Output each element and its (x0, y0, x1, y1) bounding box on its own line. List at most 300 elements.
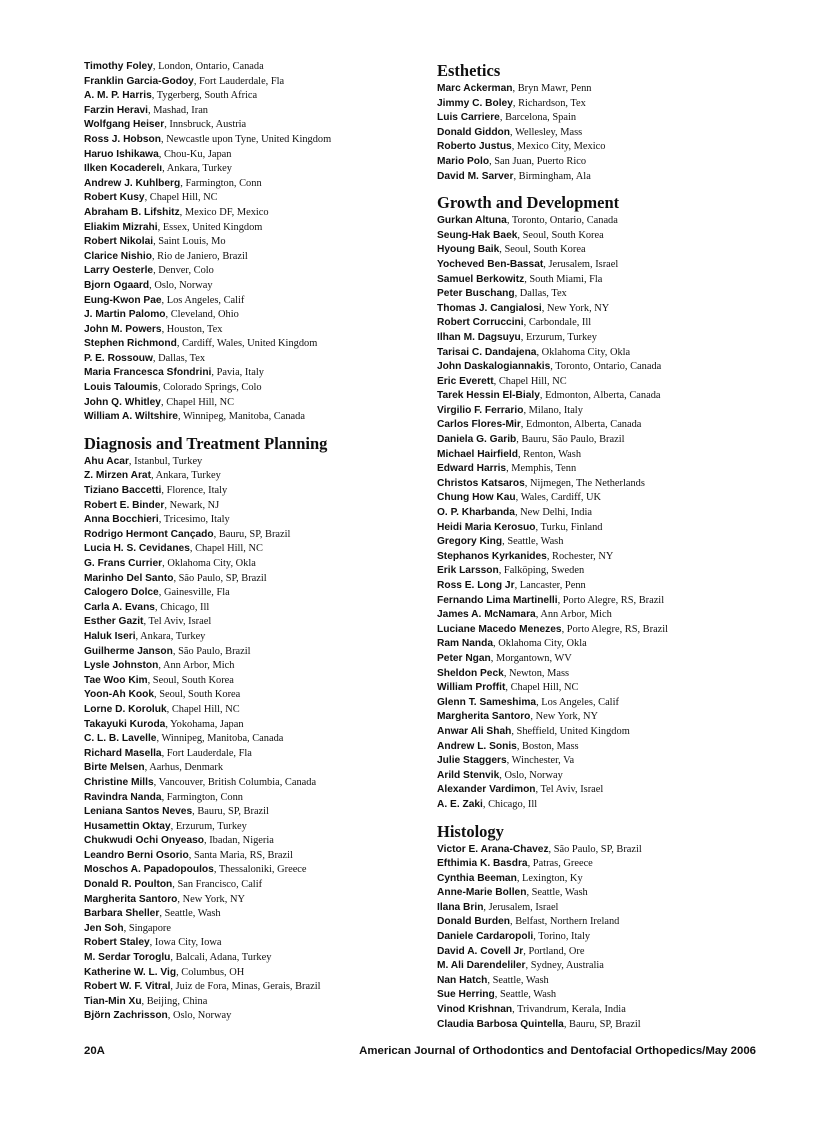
reviewer-name: Cynthia Beeman (437, 872, 517, 884)
reviewer-entry: Rodrigo Hermont Cançado, Bauru, SP, Brazil (84, 528, 291, 540)
reviewer-location: Farmington, Conn (166, 791, 243, 803)
reviewer-name: Margherita Santoro (84, 893, 178, 905)
reviewer-entry: Katherine W. L. Vig, Columbus, OH (84, 966, 245, 978)
reviewer-entry: Robert E. Binder, Newark, NJ (84, 499, 220, 511)
reviewer-location: Tel Aviv, Israel (148, 616, 212, 628)
reviewer-entry: Tiziano Baccetti, Florence, Italy (84, 485, 228, 497)
reviewer-name: Claudia Barbosa Quintella (437, 1018, 564, 1030)
reviewer-location: Singapore (128, 922, 171, 934)
reviewer-name: Eric Everett (437, 375, 494, 387)
reviewer-name: Donald Burden (437, 916, 511, 928)
reviewer-location: Ann Arbor, Mich (162, 660, 235, 672)
reviewer-entry: David M. Sarver, Birmingham, Ala (437, 170, 591, 182)
reviewer-name: Haruo Ishikawa (84, 148, 159, 160)
reviewer-entry: Z. Mirzen Arat, Ankara, Turkey (84, 470, 221, 482)
reviewer-location: Chapel Hill, NC (149, 192, 218, 204)
reviewer-location: Los Angeles, Calif (541, 696, 619, 708)
reviewer-entry: Jen Soh, Singapore (84, 922, 171, 934)
reviewer-location: Seoul, South Korea (504, 244, 586, 256)
reviewer-location: Newton, Mass (509, 667, 570, 679)
reviewer-location: Belfast, Northern Ireland (515, 916, 620, 928)
reviewer-entry: Donald Burden, Belfast, Northern Ireland (437, 916, 620, 928)
reviewer-name: Marc Ackerman (437, 83, 513, 94)
reviewer-name: Peter Ngan (437, 652, 491, 664)
reviewer-name: Katherine W. L. Vig (84, 966, 177, 978)
reviewer-name: Abraham B. Lifshitz (84, 206, 180, 218)
reviewer-location: San Francisco, Calif (177, 879, 263, 891)
reviewer-location: Renton, Wash (523, 448, 582, 460)
reviewer-location: Wellesley, Mass (515, 126, 583, 138)
reviewer-entry: Peter Buschang, Dallas, Tex (437, 288, 567, 300)
reviewer-name: Birte Melsen (84, 762, 145, 774)
reviewer-entry: Victor E. Arana-Chavez, São Paulo, SP, Brazil (437, 843, 642, 855)
reviewer-name: Gurkan Altuna (437, 215, 507, 227)
reviewer-name: Sue Herring (437, 989, 495, 1001)
reviewer-location: Turku, Finland (540, 521, 603, 533)
reviewer-entry: Gurkan Altuna, Toronto, Ontario, Canada (437, 215, 618, 227)
reviewer-location: Sydney, Australia (530, 960, 604, 972)
reviewer-name: Tian-Min Xu (84, 995, 142, 1007)
reviewer-name: John Daskalogiannakis (437, 361, 551, 373)
reviewer-entry: Vinod Krishnan, Trivandrum, Kerala, India (437, 1004, 626, 1016)
reviewer-entry: Tae Woo Kim, Seoul, South Korea (84, 674, 234, 686)
reviewer-location: Los Angeles, Calif (166, 294, 245, 306)
reviewer-location: Birmingham, Ala (518, 170, 591, 182)
reviewer-location: Oslo, Norway (172, 1010, 232, 1022)
reviewer-name: Carla A. Evans (84, 601, 155, 613)
reviewer-entry: Leniana Santos Neves, Bauru, SP, Brazil (84, 806, 269, 818)
reviewer-location: Chapel Hill, NC (166, 396, 235, 408)
reviewer-entry: Larry Oesterle, Denver, Colo (84, 265, 214, 277)
reviewer-entry: Birte Melsen, Aarhus, Denmark (84, 762, 224, 774)
reviewer-location: Juiz de Fora, Minas, Gerais, Brazil (175, 981, 321, 993)
reviewer-name: Husamettin Oktay (84, 820, 171, 832)
reviewer-entry: Esther Gazit, Tel Aviv, Israel (84, 616, 212, 628)
reviewer-location: Winchester, Va (511, 755, 575, 767)
reviewer-entry: Bjorn Ogaard, Oslo, Norway (84, 279, 213, 291)
reviewer-entry: Maria Francesca Sfondrini, Pavia, Italy (84, 367, 264, 379)
reviewer-location: Essex, United Kingdom (162, 221, 263, 233)
reviewer-name: Richard Masella (84, 747, 162, 759)
reviewer-location: Iowa City, Iowa (154, 937, 222, 949)
reviewer-list-continued (84, 60, 429, 425)
reviewer-name: Stephen Richmond (84, 338, 177, 350)
reviewer-location: London, Ontario, Canada (158, 61, 264, 72)
reviewer-name: John M. Powers (84, 323, 162, 335)
reviewer-name: Anna Bocchieri (84, 514, 159, 526)
reviewer-name: Barbara Sheller (84, 908, 160, 920)
reviewer-entry: Gregory King, Seattle, Wash (437, 536, 564, 548)
reviewer-location: Denver, Colo (158, 265, 214, 277)
reviewer-location: São Paulo, SP, Brazil (178, 572, 267, 584)
reviewer-location: Vancouver, British Columbia, Canada (158, 776, 317, 788)
reviewer-name: Virgilio F. Ferrario (437, 404, 524, 416)
reviewer-location: New York, NY (535, 711, 598, 723)
reviewer-entry: Carlos Flores-Mir, Edmonton, Alberta, Canada (437, 419, 642, 431)
reviewer-name: Yoon-Ah Kook (84, 689, 154, 701)
reviewer-name: G. Frans Currier (84, 558, 163, 569)
reviewer-name: Andrew J. Kuhlberg (84, 177, 181, 189)
reviewer-location: Portland, Ore (528, 945, 585, 957)
reviewer-name: Tarek Hessin El-Bialy (437, 390, 540, 402)
reviewer-entry: Donald R. Poulton, San Francisco, Calif (84, 879, 263, 891)
reviewer-list-growth (437, 214, 757, 812)
reviewer-name: P. E. Rossouw (84, 352, 153, 364)
reviewer-location: Boston, Mass (522, 740, 579, 752)
reviewer-location: Falköping, Sweden (503, 565, 585, 577)
reviewer-entry: Robert Corruccini, Carbondale, Ill (437, 317, 592, 329)
reviewer-location: Jerusalem, Israel (548, 258, 619, 270)
reviewer-location: Innsbruck, Austria (169, 119, 247, 131)
reviewer-name: Mario Polo (437, 155, 490, 167)
reviewer-entry: Nan Hatch, Seattle, Wash (437, 974, 549, 986)
reviewer-entry: Husamettin Oktay, Erzurum, Turkey (84, 820, 247, 832)
reviewer-entry: C. L. B. Lavelle, Winnipeg, Manitoba, Canada (84, 733, 284, 745)
reviewer-name: Calogero Dolce (84, 587, 159, 599)
reviewer-location: Seattle, Wash (164, 908, 221, 920)
reviewer-entry: Margherita Santoro, New York, NY (84, 893, 245, 905)
reviewer-entry: Eliakim Mizrahi, Essex, United Kingdom (84, 221, 263, 233)
reviewer-entry: Thomas J. Cangialosi, New York, NY (437, 302, 610, 314)
reviewer-entry: Andrew L. Sonis, Boston, Mass (437, 740, 579, 752)
section-heading-growth: Growth and Development (437, 193, 620, 213)
reviewer-entry: Moschos A. Papadopoulos, Thessaloniki, Greece (84, 864, 307, 876)
reviewer-entry: Eric Everett, Chapel Hill, NC (437, 375, 567, 387)
reviewer-name: Edward Harris (437, 463, 507, 475)
reviewer-name: O. P. Kharbanda (437, 507, 515, 519)
reviewer-entry: Wolfgang Heiser, Innsbruck, Austria (84, 119, 247, 131)
reviewer-location: Chapel Hill, NC (498, 375, 567, 387)
reviewer-entry: Leandro Berni Osorio, Santa Maria, RS, Brazil (84, 849, 293, 861)
reviewer-name: Haluk Iseri (84, 630, 136, 642)
reviewer-name: Chung How Kau (437, 492, 516, 504)
reviewer-location: Chapel Hill, NC (171, 703, 240, 715)
reviewer-name: Margherita Santoro (437, 711, 531, 723)
reviewer-location: Saint Louis, Mo (158, 236, 226, 248)
reviewer-entry: Ram Nanda, Oklahoma City, Okla (437, 638, 587, 650)
reviewer-location: Rio de Janiero, Brazil (157, 250, 248, 262)
reviewer-entry: A. M. P. Harris, Tygerberg, South Africa (84, 90, 258, 102)
reviewer-entry: Margherita Santoro, New York, NY (437, 711, 598, 723)
reviewer-location: Trivandrum, Kerala, India (517, 1004, 626, 1016)
reviewer-location: Tygerberg, South Africa (156, 90, 258, 102)
reviewer-name: James A. McNamara (437, 609, 536, 621)
reviewer-location: Milano, Italy (528, 404, 583, 416)
reviewer-location: Dallas, Tex (519, 288, 567, 300)
reviewer-entry: Richard Masella, Fort Lauderdale, Fla (84, 747, 252, 759)
reviewer-name: Björn Zachrisson (84, 1010, 168, 1022)
reviewer-location: New York, NY (546, 302, 610, 314)
reviewer-name: Alexander Vardimon (437, 784, 536, 796)
reviewer-location: Carbondale, Ill (528, 317, 592, 329)
reviewer-name: Larry Oesterle (84, 265, 154, 277)
reviewer-location: Columbus, OH (181, 966, 245, 978)
section-heading-esthetics: Esthetics (437, 61, 501, 80)
reviewer-entry: Andrew J. Kuhlberg, Farmington, Conn (84, 177, 262, 189)
reviewer-entry: Yoon-Ah Kook, Seoul, South Korea (84, 689, 241, 701)
reviewer-entry: Carla A. Evans, Chicago, Ill (84, 601, 210, 613)
reviewer-location: Seoul, South Korea (152, 674, 234, 686)
reviewer-entry: Donald Giddon, Wellesley, Mass (437, 126, 583, 138)
reviewer-location: Ankara, Turkey (155, 470, 221, 482)
reviewer-entry: Seung-Hak Baek, Seoul, South Korea (437, 229, 604, 241)
reviewer-location: Mashad, Iran (153, 104, 209, 116)
section-heading-histology: Histology (437, 821, 504, 841)
reviewer-name: Glenn T. Sameshima (437, 696, 537, 708)
reviewer-location: Wales, Cardiff, UK (520, 492, 602, 504)
reviewer-entry: Roberto Justus, Mexico City, Mexico (437, 141, 606, 153)
reviewer-location: Richardson, Tex (518, 97, 586, 109)
reviewer-name: Hyoung Baik (437, 244, 500, 256)
reviewer-location: Oklahoma City, Okla (541, 346, 631, 358)
reviewer-location: Oklahoma City, Okla (167, 558, 256, 569)
reviewer-location: Oslo, Norway (154, 279, 213, 291)
reviewer-location: Mexico City, Mexico (516, 141, 606, 153)
reviewer-location: Cardiff, Wales, United Kingdom (182, 338, 318, 350)
reviewer-name: Maria Francesca Sfondrini (84, 367, 212, 379)
reviewer-location: Thessaloniki, Greece (218, 864, 307, 876)
reviewer-location: Memphis, Tenn (511, 463, 577, 475)
reviewer-name: Fernando Lima Martinelli (437, 594, 558, 606)
reviewer-name: Yocheved Ben-Bassat (437, 258, 544, 270)
reviewer-name: Leniana Santos Neves (84, 806, 193, 818)
reviewer-name: Tarisai C. Dandajena (437, 346, 537, 358)
reviewer-entry: Cynthia Beeman, Lexington, Ky (437, 872, 583, 884)
reviewer-name: John Q. Whitley (84, 396, 161, 408)
reviewer-location: Pavia, Italy (216, 367, 264, 379)
reviewer-list-histology (437, 843, 757, 1033)
reviewer-name: Marinho Del Santo (84, 572, 174, 584)
reviewer-name: Carlos Flores-Mir (437, 419, 521, 431)
reviewer-name: Roberto Justus (437, 141, 512, 153)
reviewer-name: Ilhan M. Dagsuyu (437, 331, 521, 343)
reviewer-location: Bauru, SP, Brazil (197, 806, 269, 818)
reviewer-entry: John Daskalogiannakis, Toronto, Ontario, Canada (437, 361, 662, 373)
reviewer-entry: P. E. Rossouw, Dallas, Tex (84, 352, 206, 364)
reviewer-location: Chou-Ku, Japan (163, 148, 232, 160)
reviewer-entry: Christine Mills, Vancouver, British Columbia, Canada (84, 776, 317, 788)
reviewer-entry: Marinho Del Santo, São Paulo, SP, Brazil (84, 572, 267, 584)
reviewer-entry: Fernando Lima Martinelli, Porto Alegre, RS, Brazil (437, 594, 665, 606)
reviewer-entry: John M. Powers, Houston, Tex (84, 323, 223, 335)
reviewer-name: Efthimia K. Basdra (437, 858, 528, 870)
reviewer-entry: Luciane Macedo Menezes, Porto Alegre, RS, Brazil (437, 623, 669, 635)
reviewer-location: Bryn Mawr, Penn (517, 83, 592, 94)
reviewer-location: São Paulo, Brazil (178, 645, 251, 657)
page-number: 20A (84, 1045, 105, 1057)
reviewer-entry: Christos Katsaros, Nijmegen, The Netherlands (437, 477, 645, 489)
reviewer-name: Ram Nanda (437, 638, 494, 650)
reviewer-location: Chicago, Ill (488, 798, 538, 810)
reviewer-name: Farzin Heravi (84, 104, 148, 116)
reviewer-name: Ilken Kocaderelı (84, 163, 163, 175)
reviewer-list-diagnosis (84, 455, 429, 1024)
reviewer-location: Jerusalem, Israel (488, 901, 559, 913)
reviewer-entry: Anna Bocchieri, Tricesimo, Italy (84, 514, 230, 526)
reviewer-location: Chicago, Ill (160, 601, 210, 613)
reviewer-name: Ahu Acar (84, 455, 129, 467)
reviewer-location: Porto Alegre, RS, Brazil (566, 623, 669, 635)
reviewer-entry: G. Frans Currier, Oklahoma City, Okla (84, 558, 256, 569)
reviewer-name: Louis Taloumis (84, 382, 158, 394)
reviewer-name: Timothy Foley (84, 61, 153, 72)
reviewer-name: Anwar Ali Shah (437, 725, 512, 737)
reviewer-location: Istanbul, Turkey (134, 455, 203, 467)
reviewer-entry: Daniele Cardaropoli, Torino, Italy (437, 931, 591, 943)
reviewer-name: Arild Stenvik (437, 769, 500, 781)
reviewer-name: Guilherme Janson (84, 645, 173, 657)
reviewer-entry: O. P. Kharbanda, New Delhi, India (437, 507, 592, 519)
reviewer-name: M. Serdar Toroglu (84, 952, 171, 964)
reviewer-name: Lysle Johnston (84, 660, 159, 672)
reviewer-location: San Juan, Puerto Rico (494, 155, 587, 167)
reviewer-entry: William A. Wiltshire, Winnipeg, Manitoba, Canada (84, 411, 305, 423)
reviewer-entry: Jimmy C. Boley, Richardson, Tex (437, 97, 586, 109)
reviewer-location: Tel Aviv, Israel (540, 784, 604, 796)
reviewer-location: Morgantown, WV (496, 652, 572, 664)
reviewer-location: Ankara, Turkey (140, 630, 206, 642)
reviewer-location: New Delhi, India (520, 507, 592, 519)
reviewer-entry: Farzin Heravi, Mashad, Iran (84, 104, 209, 116)
reviewer-location: New York, NY (182, 893, 245, 905)
right-column (437, 60, 757, 1032)
reviewer-name: Ross E. Long Jr (437, 580, 515, 591)
reviewer-name: Donald R. Poulton (84, 879, 173, 891)
reviewer-name: Esther Gazit (84, 616, 144, 628)
reviewer-entry: Stephen Richmond, Cardiff, Wales, United Kingdom (84, 338, 318, 350)
reviewer-location: Ann Arbor, Mich (540, 609, 612, 621)
reviewer-entry: Glenn T. Sameshima, Los Angeles, Calif (437, 696, 619, 708)
reviewer-location: Oslo, Norway (504, 769, 563, 781)
reviewer-list-esthetics (437, 82, 757, 184)
reviewer-location: South Miami, Fla (529, 273, 603, 285)
reviewer-name: Jen Soh (84, 922, 124, 934)
reviewer-location: Farmington, Conn (185, 177, 262, 189)
reviewer-name: Nan Hatch (437, 974, 488, 986)
reviewer-entry: John Q. Whitley, Chapel Hill, NC (84, 396, 235, 408)
reviewer-name: Christos Katsaros (437, 477, 525, 489)
reviewer-location: Seattle, Wash (499, 989, 557, 1001)
reviewer-location: Ankara, Turkey (166, 163, 232, 175)
reviewer-name: A. M. P. Harris (84, 90, 152, 102)
reviewer-location: Bauru, SP, Brazil (218, 528, 291, 540)
reviewer-location: Winnipeg, Manitoba, Canada (161, 733, 284, 745)
reviewer-name: Takayuki Kuroda (84, 718, 166, 730)
reviewer-name: Donald Giddon (437, 126, 510, 138)
reviewer-entry: Louis Taloumis, Colorado Springs, Colo (84, 382, 262, 394)
reviewer-entry: Abraham B. Lifshitz, Mexico DF, Mexico (84, 206, 269, 218)
reviewer-entry: Samuel Berkowitz, South Miami, Fla (437, 273, 603, 285)
reviewer-location: Newark, NJ (169, 499, 220, 511)
reviewer-name: Eung-Kwon Pae (84, 294, 162, 306)
reviewer-location: Santa Maria, RS, Brazil (193, 849, 293, 861)
reviewer-entry: Heidi Maria Kerosuo, Turku, Finland (437, 521, 603, 533)
reviewer-entry: Michael Hairfield, Renton, Wash (437, 448, 582, 460)
reviewer-entry: Julie Staggers, Winchester, Va (437, 755, 575, 767)
reviewer-entry: James A. McNamara, Ann Arbor, Mich (437, 609, 612, 621)
reviewer-entry: Robert Kusy, Chapel Hill, NC (84, 192, 218, 204)
reviewer-entry: Björn Zachrisson, Oslo, Norway (84, 1010, 232, 1022)
reviewer-entry: A. E. Zaki, Chicago, Ill (437, 798, 538, 810)
reviewer-entry: Yocheved Ben-Bassat, Jerusalem, Israel (437, 258, 619, 270)
reviewer-location: Mexico DF, Mexico (184, 206, 269, 218)
reviewer-entry: Sue Herring, Seattle, Wash (437, 989, 557, 1001)
reviewer-location: Fort Lauderdale, Fla (199, 75, 285, 87)
reviewer-location: Barcelona, Spain (505, 112, 577, 124)
reviewer-location: Florence, Italy (166, 485, 228, 497)
reviewer-entry: Eung-Kwon Pae, Los Angeles, Calif (84, 294, 245, 306)
reviewer-location: Cleveland, Ohio (170, 309, 239, 321)
reviewer-entry: Anwar Ali Shah, Sheffield, United Kingdom (437, 725, 630, 737)
reviewer-name: Vinod Krishnan (437, 1004, 513, 1016)
reviewer-entry: Guilherme Janson, São Paulo, Brazil (84, 645, 251, 657)
reviewer-location: Balcali, Adana, Turkey (175, 952, 272, 964)
reviewer-entry: Ilana Brin, Jerusalem, Israel (437, 901, 559, 913)
reviewer-entry: Stephanos Kyrkanides, Rochester, NY (437, 550, 614, 562)
reviewer-name: Luciane Macedo Menezes (437, 623, 562, 635)
reviewer-entry: Robert Staley, Iowa City, Iowa (84, 937, 222, 949)
reviewer-location: Fort Lauderdale, Fla (166, 747, 252, 759)
reviewer-name: Sheldon Peck (437, 667, 504, 679)
reviewer-entry: Ahu Acar, Istanbul, Turkey (84, 455, 203, 467)
reviewer-location: Lancaster, Penn (519, 580, 586, 591)
reviewer-entry: M. Serdar Toroglu, Balcali, Adana, Turkey (84, 952, 272, 964)
reviewer-location: Chapel Hill, NC (195, 543, 263, 555)
reviewer-entry: William Proffit, Chapel Hill, NC (437, 682, 579, 694)
reviewer-name: Stephanos Kyrkanides (437, 550, 547, 562)
reviewer-entry: Robert Nikolai, Saint Louis, Mo (84, 236, 226, 248)
reviewer-entry: Haluk Iseri, Ankara, Turkey (84, 630, 206, 642)
reviewer-name: J. Martin Palomo (84, 309, 166, 321)
reviewer-location: Lexington, Ky (522, 872, 583, 884)
reviewer-entry: Ross J. Hobson, Newcastle upon Tyne, United Kingdom (84, 133, 332, 145)
reviewer-entry: Marc Ackerman, Bryn Mawr, Penn (437, 83, 592, 94)
reviewer-name: Christine Mills (84, 776, 154, 788)
reviewer-name: Chukwudi Ochi Onyeaso (84, 835, 205, 847)
reviewer-entry: Sheldon Peck, Newton, Mass (437, 667, 570, 679)
reviewer-entry: Efthimia K. Basdra, Patras, Greece (437, 858, 593, 870)
reviewer-name: Ross J. Hobson (84, 133, 161, 145)
reviewer-entry: Chung How Kau, Wales, Cardiff, UK (437, 492, 602, 504)
reviewer-entry: Robert W. F. Vitral, Juiz de Fora, Minas, Gerais, Brazil (84, 981, 321, 993)
reviewer-name: Robert Nikolai (84, 236, 154, 248)
reviewer-name: Daniele Cardaropoli (437, 931, 534, 943)
reviewer-entry: Chukwudi Ochi Onyeaso, Ibadan, Nigeria (84, 835, 274, 847)
reviewer-name: C. L. B. Lavelle (84, 733, 157, 745)
reviewer-location: Houston, Tex (166, 323, 223, 335)
reviewer-location: Seattle, Wash (492, 974, 549, 986)
reviewer-name: Robert W. F. Vitral (84, 981, 171, 993)
reviewer-name: Tiziano Baccetti (84, 485, 162, 497)
reviewer-name: Z. Mirzen Arat (84, 470, 151, 482)
reviewer-entry: Ravindra Nanda, Farmington, Conn (84, 791, 243, 803)
reviewer-location: Torino, Italy (538, 931, 591, 943)
reviewer-name: M. Ali Darendeliler (437, 960, 526, 972)
reviewer-name: Wolfgang Heiser (84, 119, 165, 131)
reviewer-location: Winnipeg, Manitoba, Canada (183, 411, 305, 423)
reviewer-name: Moschos A. Papadopoulos (84, 864, 214, 876)
reviewer-name: Luis Carriere (437, 112, 500, 124)
reviewer-entry: Erik Larsson, Falköping, Sweden (437, 565, 585, 577)
reviewer-name: Lorne D. Koroluk (84, 703, 167, 715)
reviewer-entry: Tarek Hessin El-Bialy, Edmonton, Alberta, Canada (437, 390, 661, 402)
reviewer-location: Edmonton, Alberta, Canada (526, 419, 642, 431)
reviewer-entry: Ilken Kocaderelı, Ankara, Turkey (84, 163, 232, 175)
reviewer-entry: Tian-Min Xu, Beijing, China (84, 995, 208, 1007)
reviewer-location: Seoul, South Korea (522, 229, 604, 241)
reviewer-entry: Calogero Dolce, Gainesville, Fla (84, 587, 230, 599)
reviewer-entry: J. Martin Palomo, Cleveland, Ohio (84, 309, 239, 321)
